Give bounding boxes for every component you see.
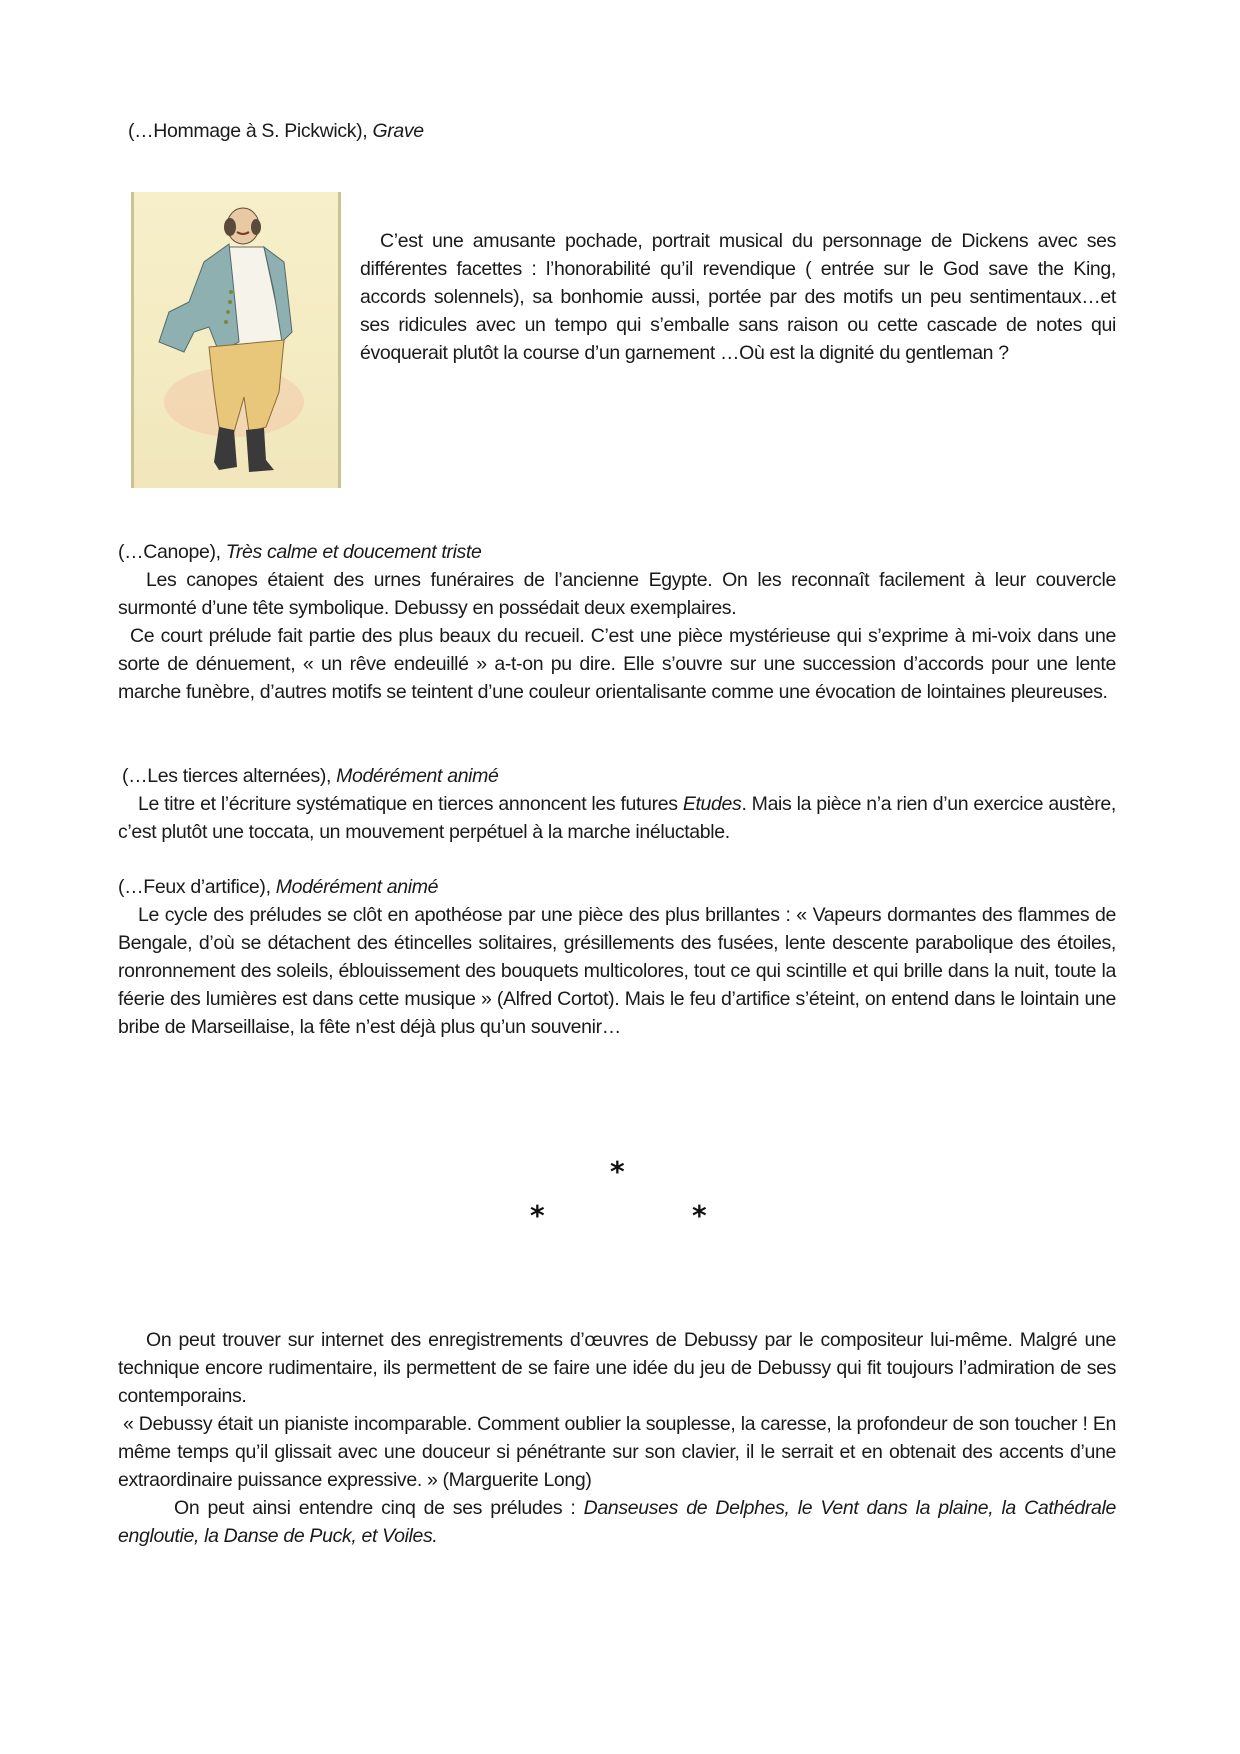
pickwick-paragraph xyxy=(360,227,1116,367)
prelude-titles: Danseuses de Delphes, le Vent dans la plaine, la Cathédrale engloutie, la Danse de Puck, et Voiles. xyxy=(118,1497,1116,1547)
section-tempo: Modérément animé xyxy=(336,765,499,787)
section-title: (…Feux d’artifice), xyxy=(118,876,276,898)
paragraph-text: Les canopes étaient des urnes funéraires de l’ancienne Egypte. On les reconnaît facilement à leur couvercle surmonté d’une tête symbolique. Debussy en possédait deux exemplaires. xyxy=(118,569,1116,619)
tierces-paragraph xyxy=(118,790,1116,846)
separator-star-top: * xyxy=(610,1155,625,1188)
closing-quote xyxy=(118,1410,1116,1494)
section-tempo: Grave xyxy=(372,120,424,142)
paragraph-text: On peut trouver sur internet des enregistrements d’œuvres de Debussy par le compositeur lui-même. Malgré une technique encore rudimentaire, ils permettent de se faire une idée du jeu de Debussy qui fit toujours l’admiration de ses contemporains. xyxy=(118,1329,1116,1407)
paragraph-text: Le cycle des préludes se clôt en apothéose par une pièce des plus brillantes : « Vapeurs dormantes des flammes de Bengale, d’où se détachent des étincelles solitaires, grésillements des fusées, lente descente parabolique des étoiles, ronronnement des soleils, éblouissement des bouquets multicolores, tout ce qui scintille et qui brille dans la nuit, toute la féerie des lumières est dans cette musique » (Alfred Cortot). Mais le feu d’artifice s’éteint, on entend dans le lointain une bribe de Marseillaise, la fête n’est déjà plus qu’un souvenir… xyxy=(118,904,1116,1038)
quote-text: « Debussy était un pianiste incomparable. Comment oublier la souplesse, la caresse, la profondeur de son toucher ! En même temps qu’il glissait avec une douceur si pénétrante sur son clavier, il le serrait et en obtenait des accents d’une extraordinaire puissance expressive. » (Marguerite Long) xyxy=(118,1413,1116,1491)
paragraph-text: On peut ainsi entendre cinq de ses préludes : xyxy=(174,1497,584,1519)
paragraph-text: Le titre et l’écriture systématique en tierces annoncent les futures xyxy=(138,793,683,815)
pickwick-illustration xyxy=(131,192,341,488)
separator-star-left: * xyxy=(530,1199,545,1232)
section-tempo: Modérément animé xyxy=(275,876,439,898)
paragraph-italic: Etudes xyxy=(682,793,742,815)
section-heading-tierces xyxy=(122,762,499,790)
section-heading-feux xyxy=(118,873,438,901)
canope-paragraph-1 xyxy=(118,566,1116,622)
section-title: (…Canope), xyxy=(118,541,226,563)
section-title: (…Hommage à S. Pickwick), xyxy=(128,120,373,142)
section-title: (…Les tierces alternées), xyxy=(122,765,337,787)
paragraph-text: C’est une amusante pochade, portrait musical du personnage de Dickens avec ses différentes facettes : l’honorabilité qu’il revendique ( entrée sur le God save the King, accords solennels), sa bonhomie aussi, portée par des motifs un peu sentimentaux…et ses ridicules avec un tempo qui s’emballe sans raison ou cette cascade de notes qui évoquerait plutôt la course d’un garnement …Où est la dignité du gentleman ? xyxy=(360,230,1116,364)
closing-paragraph-3 xyxy=(118,1494,1116,1550)
section-heading-canope xyxy=(118,538,482,566)
paragraph-text: . Mais la pièce n’a rien d’un exercice austère, c’est plutôt une toccata, un mouvement perpétuel à la marche inéluctable. xyxy=(118,793,1116,843)
section-tempo: Très calme et doucement triste xyxy=(225,541,482,563)
feux-paragraph xyxy=(118,901,1116,1041)
section-heading-pickwick xyxy=(128,117,424,145)
paragraph-text: Ce court prélude fait partie des plus beaux du recueil. C’est une pièce mystérieuse qui s’exprime à mi-voix dans une sorte de dénuement, « un rêve endeuillé » a-t-on pu dire. Elle s’ouvre sur une succession d’accords pour une lente marche funèbre, d’autres motifs se teintent d’une couleur orientalisante comme une évocation de lointaines pleureuses. xyxy=(118,625,1116,703)
canope-paragraph-2 xyxy=(118,622,1116,706)
closing-paragraph-1 xyxy=(118,1326,1116,1410)
pickwick-figure-icon xyxy=(134,192,338,488)
separator-star-right: * xyxy=(692,1199,707,1232)
